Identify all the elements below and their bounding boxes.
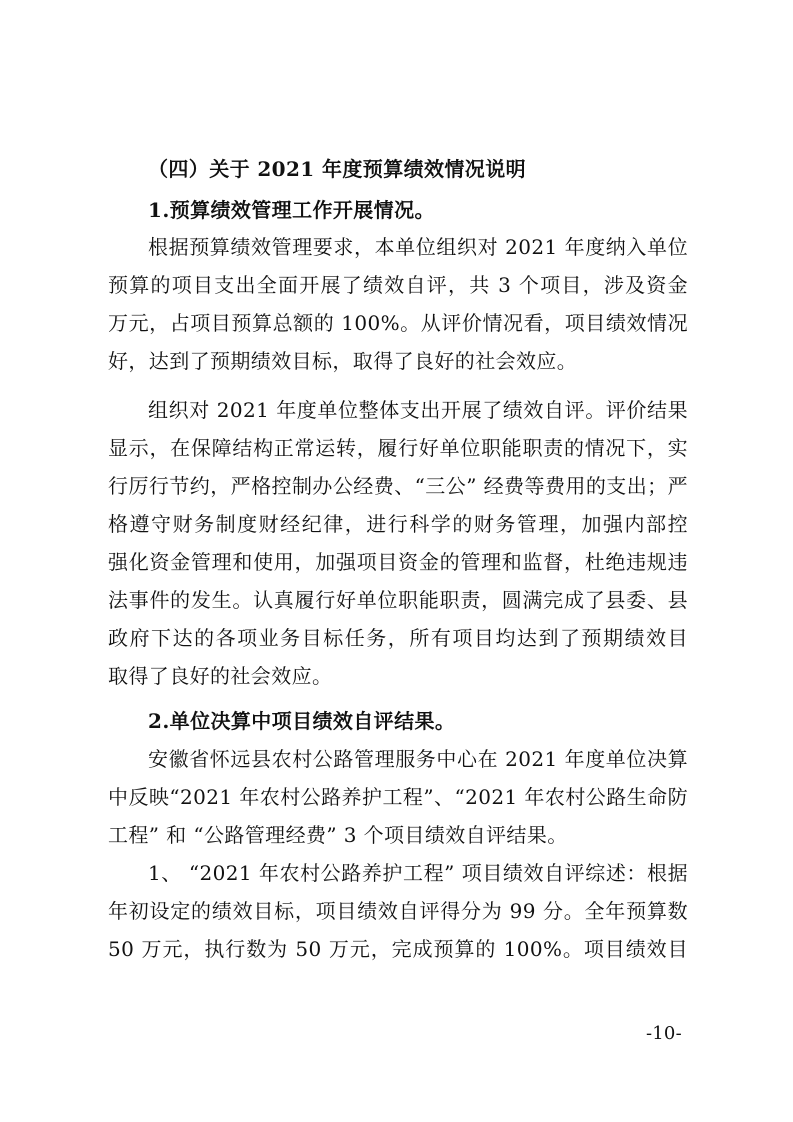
paragraph-1-line-4: 好，达到了预期绩效目标，取得了良好的社会效应。 [108,349,578,373]
paragraph-2-line-2: 显示，在保障结构正常运转，履行好单位职能职责的情况下，实 [108,436,688,460]
paragraph-3-line-1: 安徽省怀远县农村公路管理服务中心在 2021 年度单位决算 [148,747,688,771]
paragraph-4-line-3: 50 万元，执行数为 50 万元，完成预算的 100%。项目绩效目 [108,937,688,961]
paragraph-2-line-8: 取得了良好的社会效应。 [108,664,333,688]
subheading-1: 1.预算绩效管理工作开展情况。 [148,198,435,222]
paragraph-3-line-2: 中反映“2021 年农村公路养护工程”、“2021 年农村公路生命防 [108,785,688,809]
subheading-2: 2.单位决算中项目绩效自评结果。 [148,709,456,733]
paragraph-3-line-3: 工程” 和 “公路管理经费” 3 个项目绩效自评结果。 [108,823,568,847]
paragraph-1-line-2: 预算的项目支出全面开展了绩效自评，共 3 个项目，涉及资金 [108,273,688,297]
paragraph-2-line-7: 政府下达的各项业务目标任务，所有项目均达到了预期绩效目 [108,626,688,650]
paragraph-2-line-3: 行厉行节约，严格控制办公经费、“三公” 经费等费用的支出；严 [108,474,688,498]
section-heading: （四）关于 2021 年度预算绩效情况说明 [148,157,526,181]
paragraph-2-line-4: 格遵守财务制度财经纪律，进行科学的财务管理，加强内部控 [108,512,688,536]
paragraph-2-line-5: 强化资金管理和使用，加强项目资金的管理和监督，杜绝违规违 [108,550,688,574]
paragraph-4-line-1: 1、 “2021 年农村公路养护工程” 项目绩效自评综述：根据 [148,861,688,885]
paragraph-4-line-2: 年初设定的绩效目标，项目绩效自评得分为 99 分。全年预算数 [108,899,688,923]
paragraph-1-line-1: 根据预算绩效管理要求，本单位组织对 2021 年度纳入单位 [148,235,688,259]
paragraph-1-line-3: 万元，占项目预算总额的 100%。从评价情况看，项目绩效情况 [108,311,688,335]
page-number: -10- [646,1023,682,1044]
paragraph-2-line-6: 法事件的发生。认真履行好单位职能职责，圆满完成了县委、县 [108,588,688,612]
paragraph-2-line-1: 组织对 2021 年度单位整体支出开展了绩效自评。评价结果 [148,398,688,422]
